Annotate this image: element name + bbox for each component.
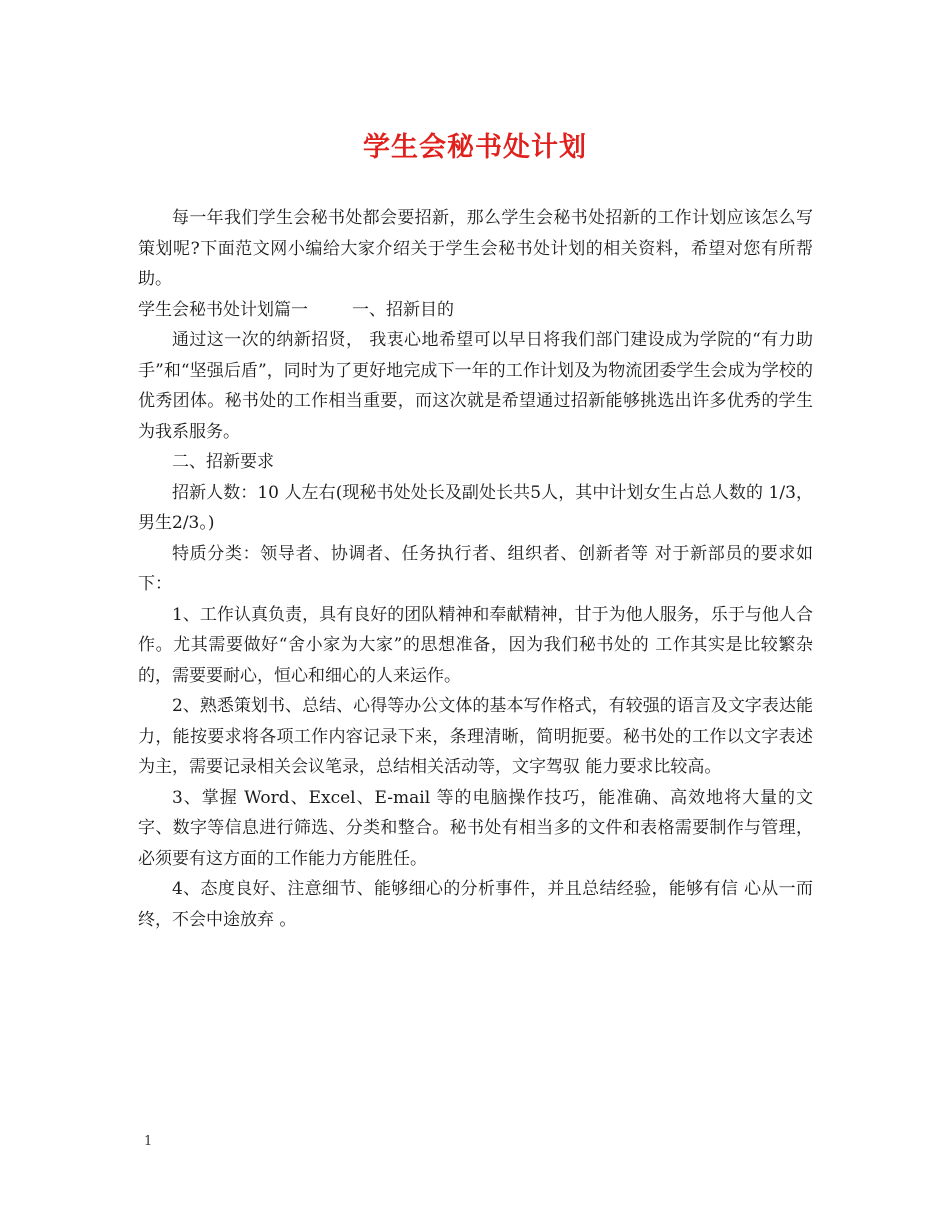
requirement-2: 2、熟悉策划书、总结、心得等办公文体的基本写作格式，有较强的语言及文字表达能力，能按要求将各项工作内容记录下来，条理清晰，简明扼要。秘书处的工作以文字表述为主，需要记录相关会议笔录，总结相关活动等，文字驾驭 能力要求比较高。: [138, 696, 813, 777]
recruit-count-paragraph: 招新人数：10 人左右(现秘书处处长及副处长共5人，其中计划女生占总人数的 1/3，男生2/3。): [138, 482, 813, 533]
traits-paragraph: 特质分类：领导者、协调者、任务执行者、组织者、创新者等 对于新部员的要求如下：: [138, 543, 813, 594]
document-title: 学生会秘书处计划: [363, 132, 587, 163]
requirement-3: 3、掌握 Word、Excel、E-mail 等的电脑操作技巧，能准确、高效地将大量的文字、数字等信息进行筛选、分类和整合。秘书处有相当多的文件和表格需要制作与管理，必须要有这方面的工作能力方能胜任。: [138, 787, 813, 869]
purpose-paragraph: 通过这一次的纳新招贤， 我衷心地希望可以早日将我们部门建设成为学院的“有力助手”和“坚强后盾”，同时为了更好地完成下一年的工作计划及为物流团委学生会成为学校的优秀团体。秘书处的工作相当重要，而这次就是希望通过招新能够挑选出许多优秀的学生为我系服务。: [138, 330, 813, 442]
section2-heading: 二、招新要求: [172, 452, 274, 472]
section1-heading-title: 学生会秘书处计划篇一: [138, 299, 308, 320]
requirement-4: 4、态度良好、注意细节、能够细心的分析事件，并且总结经验，能够有信 心从一而终，不会中途放弃 。: [138, 879, 813, 930]
requirement-1: 1、工作认真负责，具有良好的团队精神和奉献精神，甘于为他人服务，乐于与他人合作。尤其需要做好“舍小家为大家”的思想准备，因为我们秘书处的 工作其实是比较繁杂的，需要要耐心，恒心和细心的人来运作。: [138, 604, 813, 686]
document-body: [138, 203, 813, 935]
section1-heading: [138, 295, 813, 326]
page-number: 1: [144, 1134, 153, 1149]
intro-paragraph: 每一年我们学生会秘书处都会要招新，那么学生会秘书处招新的工作计划应该怎么写策划呢?下面范文网小编给大家介绍关于学生会秘书处计划的相关资料，希望对您有所帮助。: [138, 208, 813, 289]
section1-heading-subtitle: 一、招新目的: [352, 299, 454, 320]
